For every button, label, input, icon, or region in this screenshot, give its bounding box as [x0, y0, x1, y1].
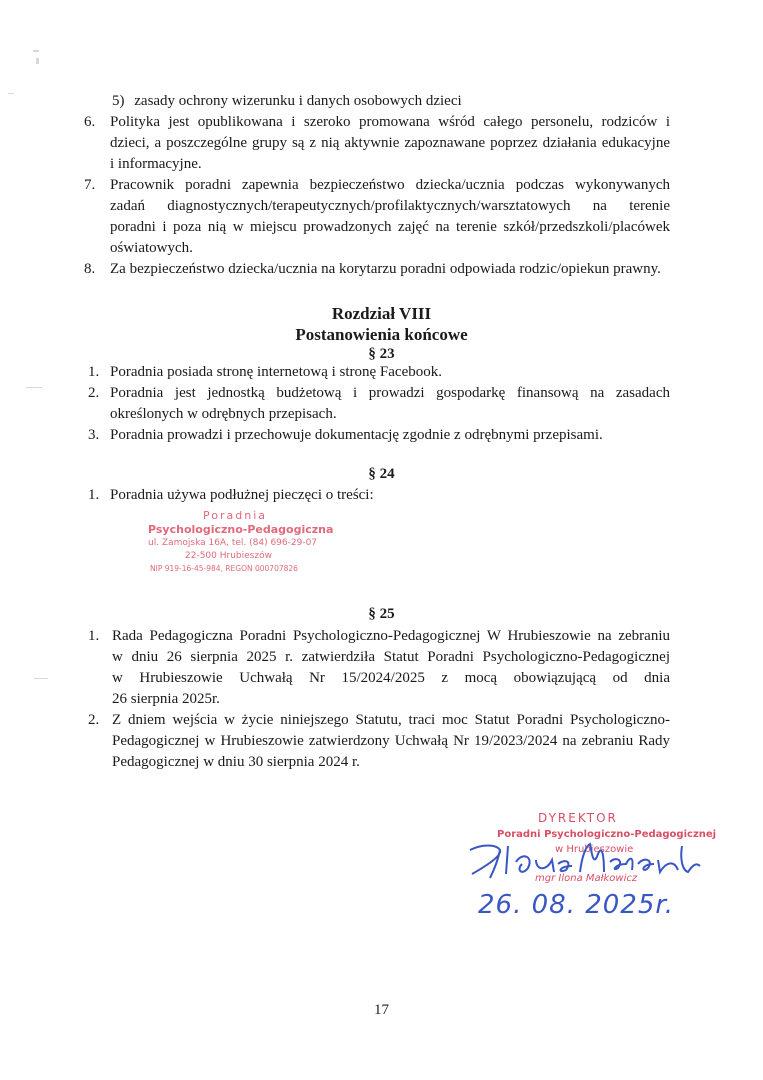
stamp-line: Poradnia [203, 509, 267, 522]
list-text: Polityka jest opublikowana i szeroko promowana wśród całego personelu, rodziców i [110, 114, 670, 130]
list-item [112, 91, 462, 112]
list-number: 5) [112, 93, 125, 109]
list-number: 8. [84, 261, 96, 277]
signature-date: 26. 08. 2025r. [478, 890, 674, 920]
list-text: dzieci, a poszczególne grupy są z nią aktywnie zapoznawane poprzez działania edukacyjne [110, 135, 670, 151]
list-text: Rada Pedagogiczna Poradni Psychologiczno-Pedagogicznej W Hrubieszowie na zebraniu [112, 628, 670, 644]
list-number: 2. [88, 712, 100, 728]
list-text: Za bezpieczeństwo dziecka/ucznia na korytarzu poradni odpowiada rodzic/opiekun prawny. [110, 261, 661, 277]
stamp-name: mgr Ilona Małkowicz [535, 873, 638, 884]
scan-mark [34, 678, 48, 679]
list-number: 3. [88, 427, 100, 443]
paragraph-sign-24: § 24 [368, 466, 395, 482]
list-text: Poradnia posiada stronę internetową i stronę Facebook. [110, 364, 442, 380]
list-text: oświatowych. [110, 240, 193, 256]
list-text: Poradnia prowadzi i przechowuje dokumentację zgodnie z odrębnymi przepisami. [110, 427, 603, 443]
list-text: Poradnia używa podłużnej pieczęci o treści: [110, 487, 374, 503]
paragraph-sign-23: § 23 [368, 346, 395, 362]
list-text: Pedagogicznej w dniu 30 sierpnia 2024 r. [112, 754, 360, 770]
list-text: w Hrubieszowie Uchwałą Nr 15/2024/2025 z mocą obowiązującą od dnia [112, 670, 670, 686]
scan-mark [36, 58, 39, 64]
list-number: 6. [84, 114, 96, 130]
stamp-line: w Hrubieszowie [555, 844, 634, 855]
list-text: określonych w odrębnych przepisach. [110, 406, 337, 422]
list-text: Pedagogicznej w Hrubieszowie zatwierdzony Uchwałą Nr 19/2023/2024 na zebraniu Rady [112, 733, 670, 749]
chapter-subtitle: Postanowienia końcowe [295, 325, 468, 344]
stamp-line: Poradni Psychologiczno-Pedagogicznej [497, 829, 717, 840]
list-text: Pracownik poradni zapewnia bezpieczeństwo dziecka/ucznia podczas wykonywanych [110, 177, 670, 193]
stamp-title: DYREKTOR [538, 811, 618, 825]
list-number: 1. [88, 364, 100, 380]
list-number: 1. [88, 487, 100, 503]
scan-mark [33, 50, 39, 52]
list-text: w dniu 26 sierpnia 2025 r. zatwierdziła Statut Poradni Psychologiczno-Pedagogicznej [112, 649, 670, 665]
list-text: Poradnia jest jednostką budżetową i prowadzi gospodarkę finansową na zasadach [110, 385, 670, 401]
stamp-line: NIP 919-16-45-984, REGON 000707826 [150, 564, 298, 573]
stamp-line: Psychologiczno-Pedagogiczna [148, 523, 334, 536]
scan-mark [8, 93, 14, 94]
list-text: Z dniem wejścia w życie niniejszego Statutu, traci moc Statut Poradni Psychologiczno- [112, 712, 670, 728]
handwritten-signature [462, 836, 702, 886]
page-number: 17 [374, 1002, 389, 1018]
stamp-line: 22-500 Hrubieszów [185, 551, 272, 561]
list-number: 1. [88, 628, 100, 644]
stamp-line: ul. Zamojska 16A, tel. (84) 696-29-07 [148, 538, 318, 548]
list-text: zasady ochrony wizerunku i danych osobowych dzieci [134, 93, 462, 109]
chapter-title: Rozdział VIII [331, 304, 432, 323]
scan-mark [26, 387, 42, 388]
list-text: poradni i poza nią w miejscu prowadzonych zajęć na terenie szkół/przedszkoli/placówek [110, 219, 670, 235]
list-text: i informacyjne. [110, 156, 202, 172]
list-text: 26 sierpnia 2025r. [112, 691, 220, 707]
list-number: 2. [88, 385, 100, 401]
list-number: 7. [84, 177, 96, 193]
paragraph-sign-25: § 25 [368, 606, 395, 622]
list-text: zadań diagnostycznych/terapeutycznych/profilaktycznych/warsztatowych na terenie [110, 198, 670, 214]
